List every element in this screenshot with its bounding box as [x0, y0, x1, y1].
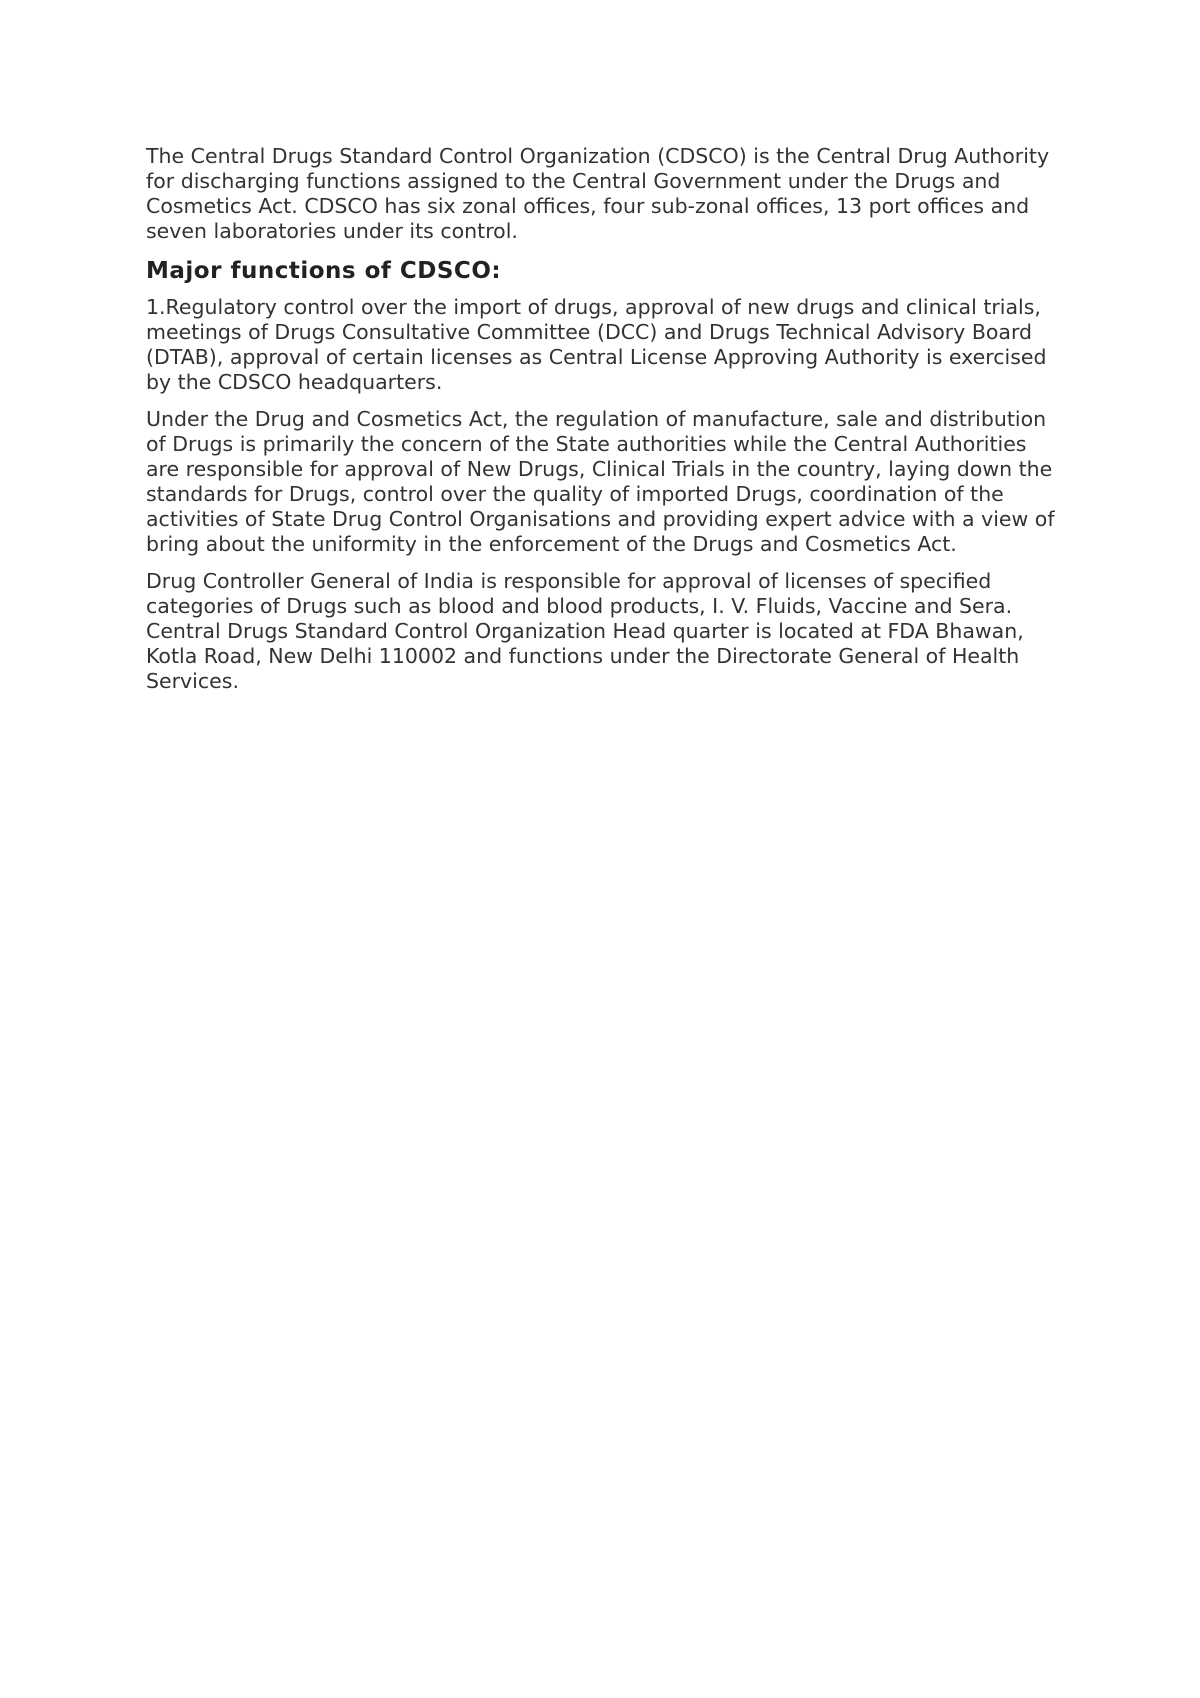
intro-paragraph: The Central Drugs Standard Control Organization (CDSCO) is the Central Drug Authority for discharging functions assigned to the Central Government under the Drugs and Cosmetics Act. CDSCO has six zonal offices, four sub-zonal offices, 13 port offices and seven laboratories under its control. — [146, 144, 1050, 243]
paragraph-dcgi-responsibilities: Drug Controller General of India is responsible for approval of licenses of specified categories of Drugs such as blood and blood products, I. V. Fluids, Vaccine and Sera. Central Drugs Standard Control Organization Head quarter is located at FDA Bhawan, Kotla Road, New Delhi 110002 and functions under the Directorate General of Health Services. — [146, 569, 1024, 693]
section-heading: Major functions of CDSCO: — [146, 258, 502, 284]
document-page — [146, 144, 1066, 706]
paragraph-drug-cosmetics-act: Under the Drug and Cosmetics Act, the regulation of manufacture, sale and distribution of Drugs is primarily the concern of the State authorities while the Central Authorities are responsible for approval of New Drugs, Clinical Trials in the country, laying down the standards for Drugs, control over the quality of imported Drugs, coordination of the activities of State Drug Control Organisations and providing expert advice with a view of bring about the uniformity in the enforcement of the Drugs and Cosmetics Act. — [146, 407, 1055, 556]
paragraph-regulatory-control: 1.Regulatory control over the import of drugs, approval of new drugs and clinical trials, meetings of Drugs Consultative Committee (DCC) and Drugs Technical Advisory Board (DTAB), approval of certain licenses as Central License Approving Authority is exercised by the CDSCO headquarters. — [146, 295, 1047, 394]
